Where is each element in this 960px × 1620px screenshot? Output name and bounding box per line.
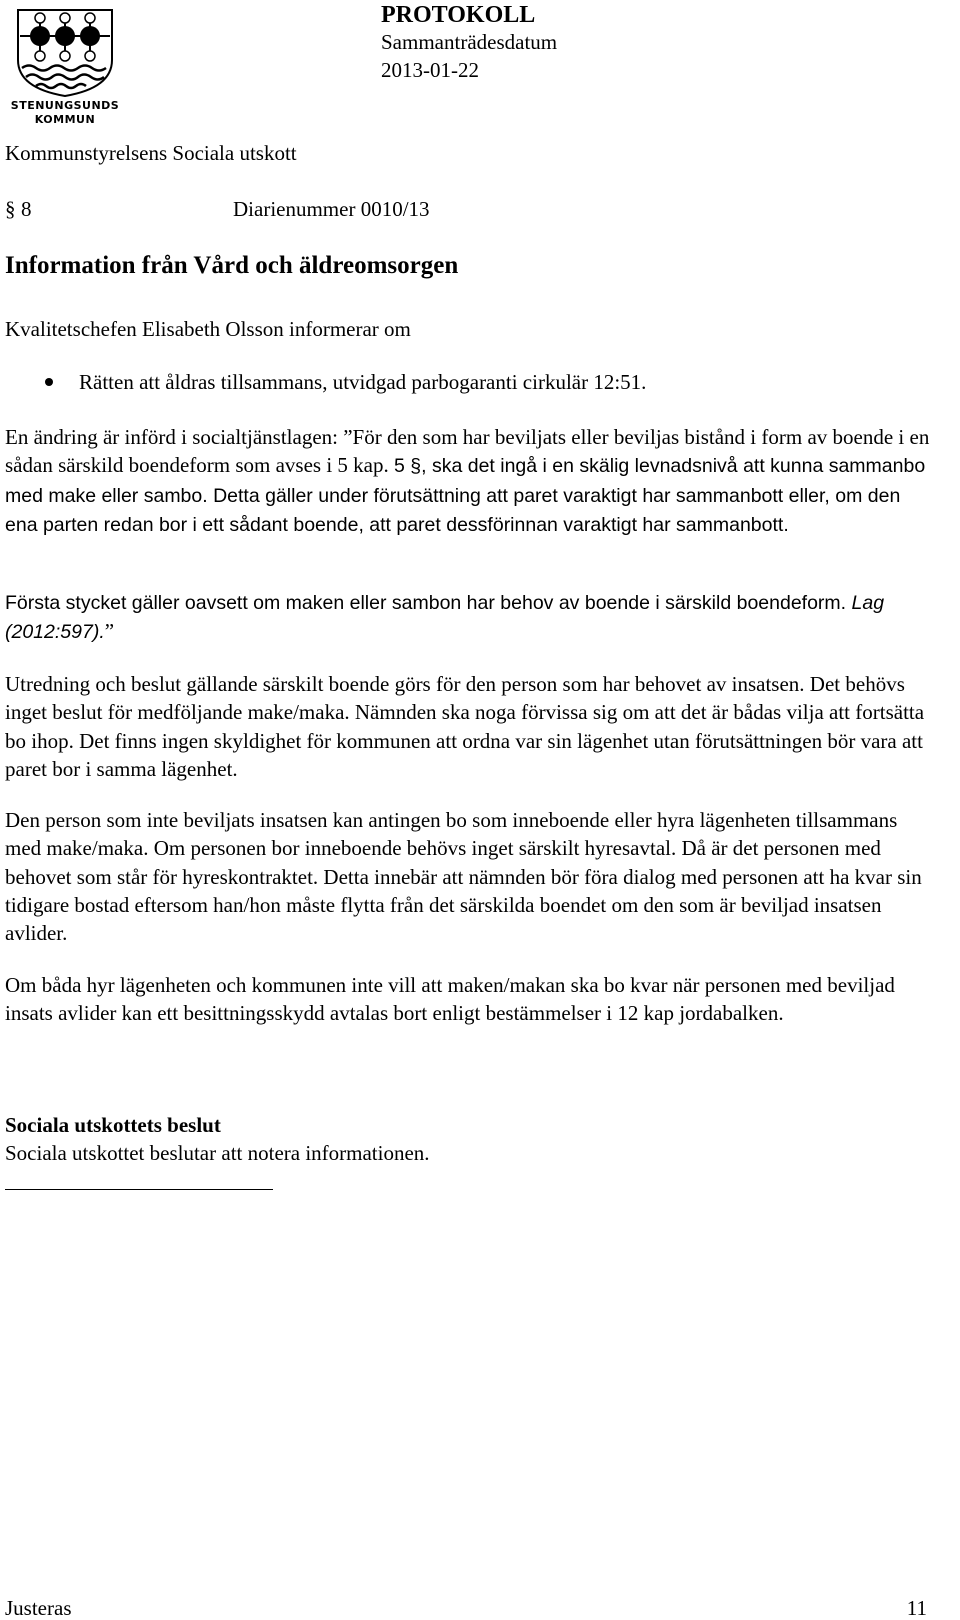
diary-number: Diarienummer 0010/13 xyxy=(233,197,430,221)
bullet-text: Rätten att åldras tillsammans, utvidgad parbogaranti cirkulär 12:51. xyxy=(79,370,647,394)
first-section-text: Första stycket gäller oavsett om maken eller sambon har behov av boende i särskild boendeform. xyxy=(5,592,847,614)
paragraph-investigation xyxy=(5,670,935,783)
logo-text-line2: KOMMUN xyxy=(34,113,96,126)
paragraph-tenure xyxy=(5,971,935,1028)
protocol-title: PROTOKOLL xyxy=(381,2,536,28)
bullet-dot-icon xyxy=(45,378,53,386)
footer-justeras: Justeras xyxy=(5,1596,72,1620)
municipality-logo xyxy=(6,4,124,126)
meeting-date-label: Sammanträdesdatum xyxy=(381,30,558,54)
tenure-text: Om båda hyr lägenheten och kommunen inte vill att maken/makan ska bo kvar när personen med beviljad insats avlider kan ett besittningsskydd avtalas bort enligt bestämmelser i 12 kap jordabalken. xyxy=(5,973,895,1026)
decision-text: Sociala utskottet beslutar att notera informationen. xyxy=(5,1141,430,1165)
intro-text: Kvalitetschefen Elisabeth Olsson informerar om xyxy=(5,317,411,341)
law-quote-serif: En ändring är införd i socialtjänstlagen: ”För den som har beviljats eller beviljas bistånd i form av boende i en sådan särskild boendeform som avses i 5 kap. xyxy=(5,425,930,478)
law-quote-sans: 5 §, ska det ingå i en skälig levnadsnivå att kunna sammanbo med make eller sambo. Detta gäller under förutsättning att paret varaktigt har sammanbott eller, om den ena parten redan bor i ett sådant boende, att paret dessförinnan varaktigt har sammanbott. xyxy=(5,455,926,536)
separator-line xyxy=(5,1189,273,1190)
section-heading: Information från Vård och äldreomsorgen xyxy=(5,252,459,279)
paragraph-row xyxy=(5,195,945,223)
decision-title: Sociala utskottets beslut xyxy=(5,1113,221,1137)
logo-text-line1: STENUNGSUNDS xyxy=(10,99,120,112)
investigation-text: Utredning och beslut gällande särskilt boende görs för den person som har behovet av insatsen. Det behövs inget beslut för medföljande make/maka. Nämnden ska noga förvissa sig om att det är bådas vilja att fortsätta bo ihop. Det finns ingen skyldighet för kommunen att ordna var sin lägenhet utan förutsättningen bör vara att paret bor i samma lägenhet. xyxy=(5,672,925,781)
closing-quote: ” xyxy=(104,619,115,644)
paragraph-number: 8 xyxy=(21,197,32,221)
tenancy-text: Den person som inte beviljats insatsen kan antingen bo som inneboende eller hyra lägenheten tillsammans med make/maka. Om personen bor inneboende behövs inget särskilt hyresavtal. Då är det personen med behovet som står för hyreskontraktet. Detta innebär att nämnden bör föra dialog med personen att ha kvar sin tidigare bostad eftersom han/hon måste flytta från det särskilda boendet om den som är beviljad insatsen avlider. xyxy=(5,808,922,946)
decision-block xyxy=(5,1111,430,1167)
footer-page-number: 11 xyxy=(906,1596,927,1620)
paragraph-first-section xyxy=(5,589,935,647)
protocol-header xyxy=(381,0,941,84)
meeting-date: 2013-01-22 xyxy=(381,58,479,82)
coat-of-arms-icon xyxy=(6,4,124,100)
committee-name: Kommunstyrelsens Sociala utskott xyxy=(5,141,297,165)
law-reference: Lag (2012:597). xyxy=(5,592,885,644)
paragraph-law-change xyxy=(5,423,935,539)
paragraph-tenancy xyxy=(5,806,935,947)
paragraph-symbol: § xyxy=(5,197,16,221)
